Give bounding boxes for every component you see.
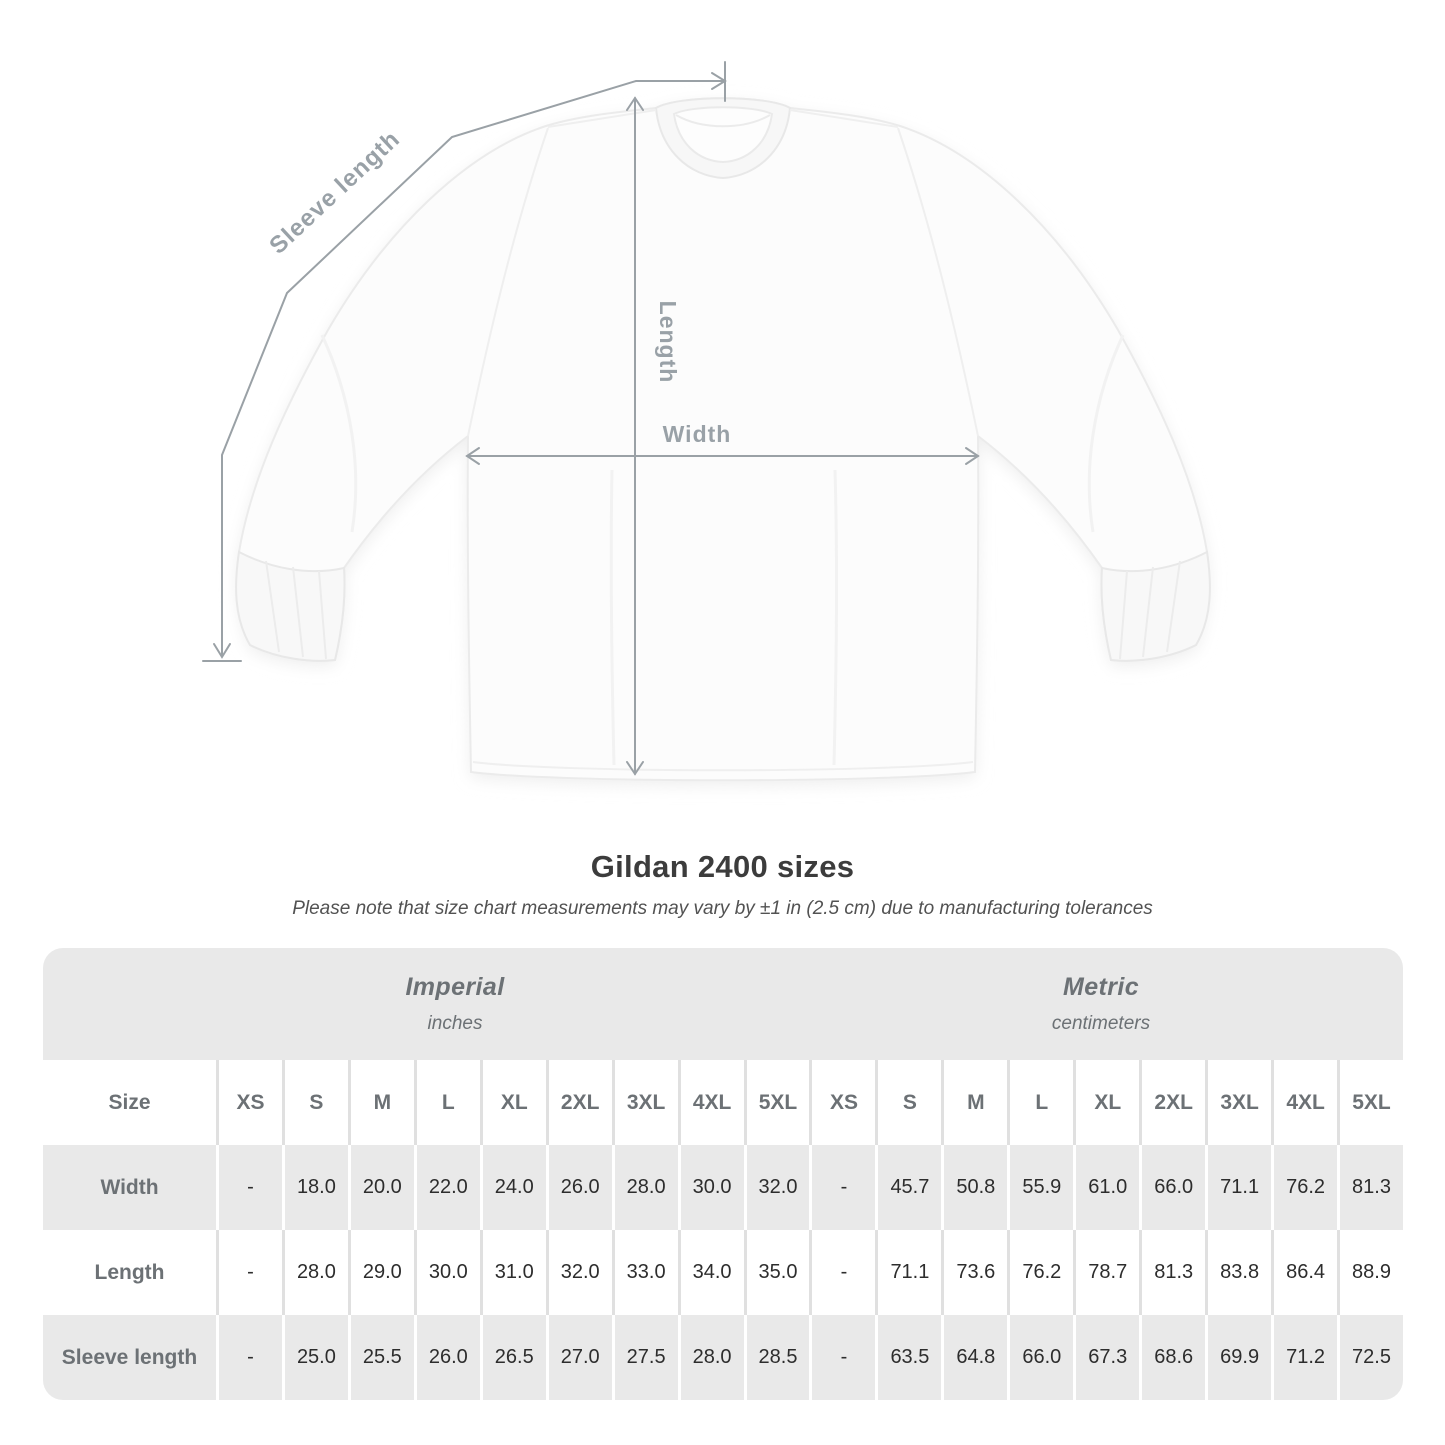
measure-value: 76.2: [1007, 1230, 1073, 1315]
measure-value: 28.0: [282, 1230, 348, 1315]
size-col-header: 2XL: [1139, 1060, 1205, 1145]
measure-value: 76.2: [1271, 1145, 1337, 1230]
size-col-header: XL: [1073, 1060, 1139, 1145]
size-header-row: [43, 1060, 1403, 1145]
size-col-header: L: [414, 1060, 480, 1145]
size-col-header: XS: [216, 1060, 282, 1145]
measure-value: 61.0: [1073, 1145, 1139, 1230]
measure-value: 20.0: [348, 1145, 414, 1230]
size-col-header: XL: [480, 1060, 546, 1145]
measure-value: 34.0: [678, 1230, 744, 1315]
measure-value: 18.0: [282, 1145, 348, 1230]
length-row: [43, 1230, 1403, 1315]
width-label: Width: [662, 421, 732, 447]
sleeve-length-label: Sleeve length: [264, 125, 406, 260]
metric-title: Metric: [1062, 973, 1140, 1001]
measure-value: 28.0: [678, 1315, 744, 1400]
measure-value: 32.0: [744, 1145, 810, 1230]
measure-value: 50.8: [941, 1145, 1007, 1230]
size-col-header: 4XL: [678, 1060, 744, 1145]
measure-value: 66.0: [1139, 1145, 1205, 1230]
size-col-header: XS: [809, 1060, 875, 1145]
measure-value: -: [216, 1230, 282, 1315]
measure-value: 55.9: [1007, 1145, 1073, 1230]
measure-value: 86.4: [1271, 1230, 1337, 1315]
measure-value: -: [216, 1315, 282, 1400]
measure-value: 45.7: [875, 1145, 941, 1230]
size-col-header: S: [875, 1060, 941, 1145]
measure-value: 25.5: [348, 1315, 414, 1400]
size-col-header: L: [1007, 1060, 1073, 1145]
measure-value: 88.9: [1337, 1230, 1403, 1315]
measure-value: 26.0: [546, 1145, 612, 1230]
measure-value: 66.0: [1007, 1315, 1073, 1400]
measure-value: 64.8: [941, 1315, 1007, 1400]
measure-value: 31.0: [480, 1230, 546, 1315]
size-col-header: S: [282, 1060, 348, 1145]
imperial-title: Imperial: [405, 973, 505, 1001]
sleeve-length-row: [43, 1315, 1403, 1400]
measure-value: 24.0: [480, 1145, 546, 1230]
measure-value: 22.0: [414, 1145, 480, 1230]
measure-value: 63.5: [875, 1315, 941, 1400]
measure-value: 73.6: [941, 1230, 1007, 1315]
heading-block: [0, 849, 1445, 920]
measure-value: 26.5: [480, 1315, 546, 1400]
size-col-header: 5XL: [1337, 1060, 1403, 1145]
measure-value: 33.0: [612, 1230, 678, 1315]
imperial-header: [405, 948, 504, 1060]
measure-value: 81.3: [1337, 1145, 1403, 1230]
tolerance-note: Please note that size chart measurements may vary by ±1 in (2.5 cm) due to manufacturing tolerances: [292, 898, 1153, 919]
size-col-header: M: [941, 1060, 1007, 1145]
size-col-header: 4XL: [1271, 1060, 1337, 1145]
measure-value: 27.0: [546, 1315, 612, 1400]
measure-value: 27.5: [612, 1315, 678, 1400]
measure-value: 69.9: [1205, 1315, 1271, 1400]
measure-value: 71.2: [1271, 1315, 1337, 1400]
measure-value: 67.3: [1073, 1315, 1139, 1400]
unit-header-band: [43, 948, 1403, 1060]
measure-value: 28.5: [744, 1315, 810, 1400]
size-col-header: 3XL: [1205, 1060, 1271, 1145]
size-col-header: 5XL: [744, 1060, 810, 1145]
row-label: Length: [94, 1260, 165, 1284]
measure-value: -: [809, 1230, 875, 1315]
measure-value: 83.8: [1205, 1230, 1271, 1315]
measure-value: 30.0: [414, 1230, 480, 1315]
measure-value: 32.0: [546, 1230, 612, 1315]
page-title: Gildan 2400 sizes: [590, 849, 855, 884]
imperial-unit: inches: [427, 1013, 483, 1034]
size-col-header: M: [348, 1060, 414, 1145]
measure-value: 81.3: [1139, 1230, 1205, 1315]
measure-value: 71.1: [1205, 1145, 1271, 1230]
measure-value: -: [809, 1315, 875, 1400]
width-row: [43, 1145, 1403, 1230]
measure-value: 68.6: [1139, 1315, 1205, 1400]
measure-value: 28.0: [612, 1145, 678, 1230]
measure-value: 25.0: [282, 1315, 348, 1400]
measure-value: 26.0: [414, 1315, 480, 1400]
measure-value: 35.0: [744, 1230, 810, 1315]
measure-value: 29.0: [348, 1230, 414, 1315]
measure-value: 71.1: [875, 1230, 941, 1315]
measure-value: 78.7: [1073, 1230, 1139, 1315]
measure-value: 72.5: [1337, 1315, 1403, 1400]
size-label: Size: [108, 1090, 151, 1114]
size-table: [43, 948, 1403, 1400]
measure-value: 30.0: [678, 1145, 744, 1230]
row-label: Sleeve length: [61, 1345, 198, 1369]
metric-header: [1052, 948, 1150, 1060]
measure-value: -: [216, 1145, 282, 1230]
size-col-header: 3XL: [612, 1060, 678, 1145]
row-label: Width: [100, 1175, 159, 1199]
metric-unit: centimeters: [1051, 1013, 1151, 1034]
size-col-header: 2XL: [546, 1060, 612, 1145]
measure-value: -: [809, 1145, 875, 1230]
length-label: Length: [655, 300, 681, 384]
